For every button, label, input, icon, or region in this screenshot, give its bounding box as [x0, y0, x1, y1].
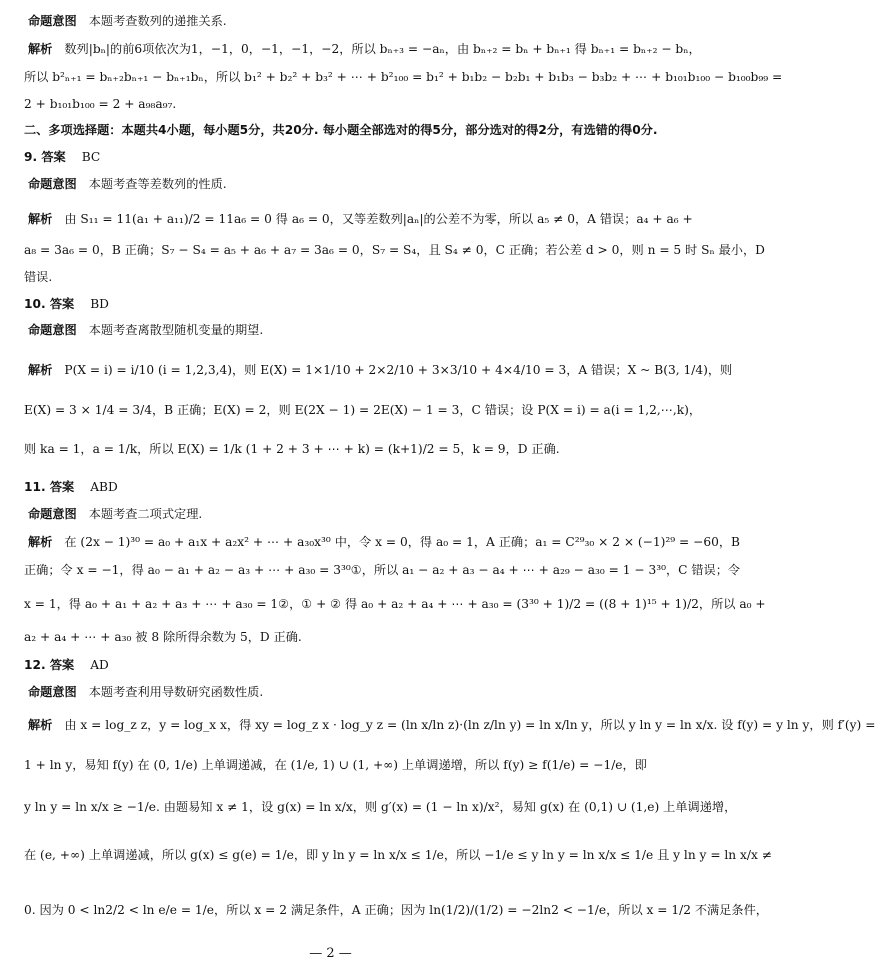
line-7: 解析 由 S₁₁ = 11(a₁ + a₁₁)/2 = 11a₆ = 0 得 a₆ = 0，又等差数列|aₙ|的公差不为零，所以 a₅ ≠ 0，A 错误；a₄ + a₆ +	[28, 212, 693, 226]
line-27: 0. 因为 0 < ln2/2 < ln e/e = 1/e，所以 x = 2 满足条件，A 正确；因为 ln(1/2)/(1/2) = −2ln2 < −1/e，所以 x = 1/2 不满足条件，	[24, 903, 768, 917]
line-6: 命题意图 本题考查等差数列的性质.	[28, 177, 227, 191]
line-13: E(X) = 3 × 1/4 = 3/4，B 正确；E(X) = 2，则 E(2X − 1) = 2E(X) − 1 = 3，C 错误；设 P(X = i) = a(i = 1,2,⋯,k)，	[24, 403, 702, 417]
line-17: 解析 在 (2x − 1)³⁰ = a₀ + a₁x + a₂x² + ⋯ + a₃₀x³⁰ 中，令 x = 0，得 a₀ = 1，A 正确；a₁ = C²⁹₃₀ × 2 × (−1)²⁹ = −60，B	[28, 535, 740, 549]
line-3: 2 + b₁₀₁b₁₀₀ = 2 + a₉₈a₉₇.	[24, 97, 177, 111]
answer-11: 11. 答案 ABD	[24, 480, 118, 494]
line-2: 所以 b²ₙ₊₁ = bₙ₊₂bₙ₊₁ − bₙ₊₁bₙ，所以 b₁² + b₂² + b₃² + ⋯ + b²₁₀₀ = b₁² + b₁b₂ − b₂b₁ + b₁b₃ − b₃b₂ + ⋯ + b₁₀₁b₁₀₀ − b₁₀₀b₉₉ =	[24, 70, 783, 84]
line-1: 解析 数列|bₙ|的前6项依次为1，−1，0，−1，−1，−2，所以 bₙ₊₃ = −aₙ，由 bₙ₊₂ = bₙ + bₙ₊₁ 得 bₙ₊₁ = bₙ₊₂ − bₙ，	[28, 42, 701, 56]
line-26: 在 (e, +∞) 上单调递减，所以 g(x) ≤ g(e) = 1/e，即 y ln y = ln x/x ≤ 1/e，所以 −1/e ≤ y ln y = ln x/x ≤ 1/e 且 y ln y = ln x/x ≠	[24, 848, 772, 862]
line-11: 命题意图 本题考查离散型随机变量的期望.	[28, 323, 264, 337]
line-16: 命题意图 本题考查二项式定理.	[28, 507, 203, 521]
line-14: 则 ka = 1，a = 1/k，所以 E(X) = 1/k (1 + 2 + 3 + ⋯ + k) = (k+1)/2 = 5，k = 9，D 正确.	[24, 442, 560, 456]
line-20: a₂ + a₄ + ⋯ + a₃₀ 被 8 除所得余数为 5，D 正确.	[24, 630, 302, 644]
line-24: 1 + ln y，易知 f(y) 在 (0, 1/e) 上单调递减，在 (1/e, 1) ∪ (1, +∞) 上单调递增，所以 f(y) ≥ f(1/e) = −1/e，即	[24, 758, 647, 772]
line-9: 错误.	[24, 270, 53, 284]
line-0: 命题意图 本题考查数列的递推关系.	[28, 14, 227, 28]
line-23: 解析 由 x = log_z z，y = log_x x，得 xy = log_z x · log_y z = (ln x/ln z)·(ln z/ln y) = ln x/ln y，所以 y ln y = ln x/x. 设 f(y) = y ln y，则 f′(y) =	[28, 718, 875, 732]
line-22: 命题意图 本题考查利用导数研究函数性质.	[28, 685, 264, 699]
answer-10: 10. 答案 BD	[24, 297, 109, 311]
line-19: x = 1，得 a₀ + a₁ + a₂ + a₃ + ⋯ + a₃₀ = 1②，① + ② 得 a₀ + a₂ + a₄ + ⋯ + a₃₀ = (3³⁰ + 1)/2 = ((8 + 1)¹⁵ + 1)/2，所以 a₀ +	[24, 597, 766, 611]
page-number: — 2 —	[309, 946, 352, 961]
answer-12: 12. 答案 AD	[24, 658, 109, 672]
section-heading: 二、多项选择题：本题共4小题，每小题5分，共20分. 每小题全部选对的得5分，部分选对的得2分，有选错的得0分.	[24, 123, 658, 137]
line-18: 正确；令 x = −1，得 a₀ − a₁ + a₂ − a₃ + ⋯ + a₃₀ = 3³⁰①，所以 a₁ − a₂ + a₃ − a₄ + ⋯ + a₂₉ − a₃₀ = 1 − 3³⁰，C 错误；令	[24, 563, 741, 577]
answer-9: 9. 答案 BC	[24, 150, 101, 164]
line-12: 解析 P(X = i) = i/10 (i = 1,2,3,4)，则 E(X) = 1×1/10 + 2×2/10 + 3×3/10 + 4×4/10 = 3，A 错误；X ~ B(3, 1/4)，则	[28, 363, 733, 377]
line-8: a₈ = 3a₆ = 0，B 正确；S₇ − S₄ = a₅ + a₆ + a₇ = 3a₆ = 0，S₇ = S₄，且 S₄ ≠ 0，C 正确；若公差 d > 0，则 n = 5 时 Sₙ 最小，D	[24, 243, 765, 257]
line-25: y ln y = ln x/x ≥ −1/e. 由题易知 x ≠ 1，设 g(x) = ln x/x，则 g′(x) = (1 − ln x)/x²，易知 g(x) 在 (0,1) ∪ (1,e) 上单调递增，	[24, 800, 737, 814]
